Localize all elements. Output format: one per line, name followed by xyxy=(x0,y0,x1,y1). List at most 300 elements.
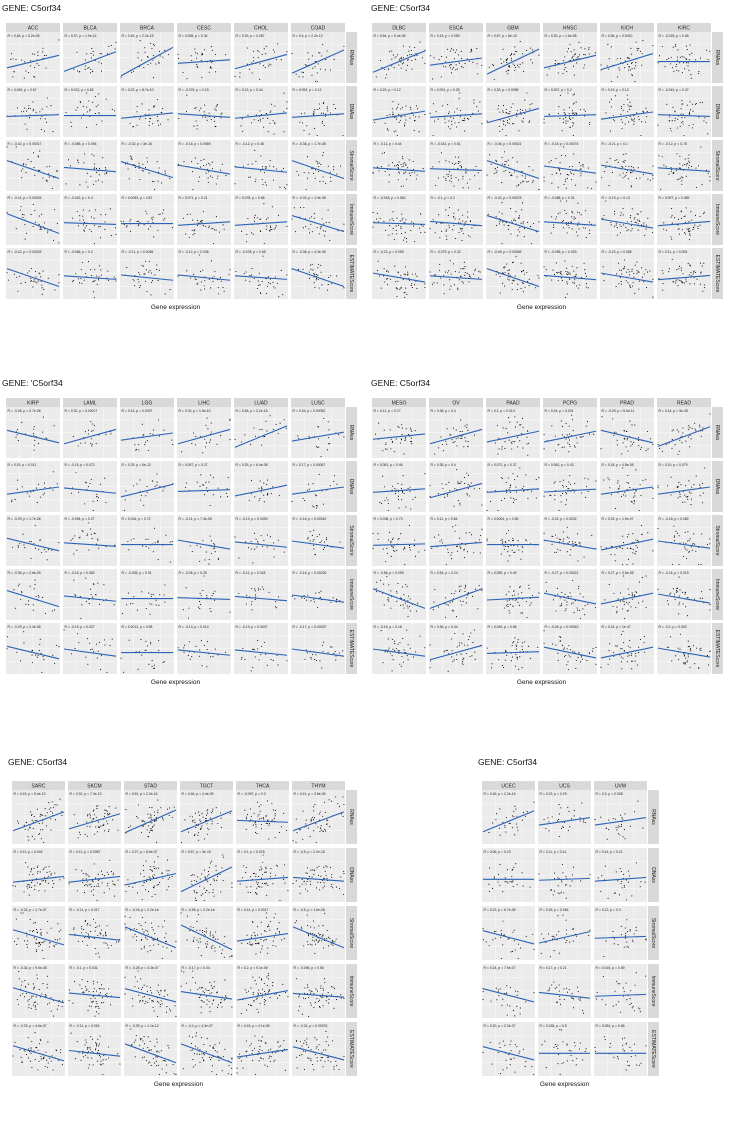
data-point xyxy=(611,46,612,47)
data-point xyxy=(574,216,575,217)
data-point xyxy=(7,648,8,649)
data-point xyxy=(574,445,575,446)
data-point xyxy=(616,611,617,612)
data-point xyxy=(501,243,502,244)
correlation-stat: R = -0.42, p = 0.00015 xyxy=(7,250,42,254)
data-point xyxy=(518,229,519,230)
data-point xyxy=(313,539,314,540)
data-point xyxy=(238,558,239,559)
data-point xyxy=(579,285,580,286)
data-point xyxy=(256,115,257,116)
data-point xyxy=(41,214,42,215)
data-point xyxy=(701,533,702,534)
data-point xyxy=(442,488,443,489)
data-point xyxy=(249,500,250,501)
data-point xyxy=(321,540,322,541)
data-point xyxy=(634,293,635,294)
data-point xyxy=(136,449,137,450)
data-point xyxy=(264,436,265,437)
data-point xyxy=(322,219,323,220)
data-point xyxy=(410,109,411,110)
data-point xyxy=(159,270,160,271)
data-point xyxy=(520,424,521,425)
data-point xyxy=(34,426,35,427)
data-point xyxy=(169,178,170,179)
data-point xyxy=(555,63,556,64)
data-point xyxy=(91,438,92,439)
data-point xyxy=(305,226,306,227)
data-point xyxy=(310,265,311,266)
data-point xyxy=(461,66,462,67)
data-point xyxy=(636,545,637,546)
data-point xyxy=(578,588,579,589)
data-point xyxy=(264,172,265,173)
data-point xyxy=(123,672,124,673)
data-point xyxy=(643,281,644,282)
data-point xyxy=(481,590,482,591)
cancer-label: DLBC xyxy=(392,25,406,32)
data-point xyxy=(544,496,545,497)
data-point xyxy=(611,99,612,100)
data-point xyxy=(639,119,640,120)
data-point xyxy=(400,226,401,227)
data-point xyxy=(510,604,511,605)
correlation-stat: R = 0.38, p = 0.4 xyxy=(430,409,456,413)
data-point xyxy=(688,154,689,155)
data-point xyxy=(457,69,458,70)
data-point xyxy=(333,169,334,170)
data-point xyxy=(52,490,53,491)
data-point xyxy=(110,208,111,209)
data-point xyxy=(405,164,406,165)
data-point xyxy=(210,287,211,288)
data-point xyxy=(319,233,320,234)
data-point xyxy=(562,280,563,281)
data-point xyxy=(386,548,387,549)
data-point xyxy=(405,266,406,267)
data-point xyxy=(572,419,573,420)
data-point xyxy=(576,267,577,268)
data-point xyxy=(646,607,647,608)
data-point xyxy=(459,504,460,505)
data-point xyxy=(688,167,689,168)
data-point xyxy=(549,495,550,496)
data-point xyxy=(390,429,391,430)
data-point xyxy=(392,114,393,115)
data-point xyxy=(498,105,499,106)
data-point xyxy=(404,564,405,565)
data-point xyxy=(204,645,205,646)
data-point xyxy=(401,499,402,500)
panel-paad-dnass xyxy=(486,461,540,512)
data-point xyxy=(519,227,520,228)
data-point xyxy=(134,285,135,286)
data-point xyxy=(638,289,639,290)
data-point xyxy=(505,660,506,661)
data-point xyxy=(567,537,568,538)
data-point xyxy=(464,63,465,64)
data-point xyxy=(544,630,545,631)
data-point xyxy=(413,115,414,116)
data-point xyxy=(155,64,156,65)
data-point xyxy=(424,63,425,64)
data-point xyxy=(569,426,570,427)
data-point xyxy=(528,588,529,589)
panel-blca-stromalscore xyxy=(63,140,117,191)
panel-lihc-rnass xyxy=(177,407,231,458)
data-point xyxy=(518,130,519,131)
data-point xyxy=(269,230,270,231)
row-strip-stromalscore xyxy=(712,515,723,566)
data-point xyxy=(403,185,404,186)
data-point xyxy=(638,602,639,603)
data-point xyxy=(614,211,615,212)
row-label: StromalScore xyxy=(348,525,355,556)
data-point xyxy=(267,286,268,287)
data-point xyxy=(170,289,171,290)
data-point xyxy=(328,166,329,167)
data-point xyxy=(193,432,194,433)
data-point xyxy=(677,179,678,180)
data-point xyxy=(623,173,624,174)
panel-ov-rnass xyxy=(429,407,483,458)
data-point xyxy=(251,480,252,481)
data-point xyxy=(320,542,321,543)
data-point xyxy=(500,276,501,277)
data-point xyxy=(254,588,255,589)
data-point xyxy=(559,510,560,511)
data-point xyxy=(398,272,399,273)
data-point xyxy=(398,499,399,500)
data-point xyxy=(405,172,406,173)
data-point xyxy=(178,118,179,119)
data-point xyxy=(199,601,200,602)
data-point xyxy=(101,53,102,54)
data-point xyxy=(615,508,616,509)
data-point xyxy=(198,181,199,182)
data-point xyxy=(335,108,336,109)
data-point xyxy=(689,125,690,126)
data-point xyxy=(156,473,157,474)
data-point xyxy=(627,475,628,476)
data-point xyxy=(191,443,192,444)
data-point xyxy=(37,52,38,53)
data-point xyxy=(391,541,392,542)
data-point xyxy=(677,127,678,128)
data-point xyxy=(309,272,310,273)
data-point xyxy=(634,503,635,504)
data-point xyxy=(150,642,151,643)
data-point xyxy=(93,51,94,52)
data-point xyxy=(611,224,612,225)
data-point xyxy=(251,541,252,542)
data-point xyxy=(506,62,507,63)
data-point xyxy=(387,128,388,129)
data-point xyxy=(410,598,411,599)
data-point xyxy=(572,117,573,118)
data-point xyxy=(559,539,560,540)
data-point xyxy=(18,291,19,292)
data-point xyxy=(407,655,408,656)
data-point xyxy=(512,262,513,263)
data-point xyxy=(210,611,211,612)
data-point xyxy=(610,222,611,223)
data-point xyxy=(573,123,574,124)
data-point xyxy=(215,649,216,650)
data-point xyxy=(210,176,211,177)
data-point xyxy=(496,161,497,162)
correlation-stat: R = -0.13, p = 0.0037 xyxy=(235,625,268,629)
data-point xyxy=(186,111,187,112)
data-point xyxy=(220,435,221,436)
data-point xyxy=(396,225,397,226)
data-point xyxy=(582,164,583,165)
data-point xyxy=(478,172,479,173)
data-point xyxy=(220,117,221,118)
data-point xyxy=(430,55,431,56)
data-point xyxy=(689,54,690,55)
data-point xyxy=(681,184,682,185)
data-point xyxy=(115,227,116,228)
data-point xyxy=(701,591,702,592)
data-point xyxy=(560,271,561,272)
data-point xyxy=(125,499,126,500)
panel-kirp-dnass xyxy=(6,461,60,512)
data-point xyxy=(65,112,66,113)
data-point xyxy=(178,58,179,59)
data-point xyxy=(676,590,677,591)
data-point xyxy=(58,274,59,275)
data-point xyxy=(630,116,631,117)
data-point xyxy=(634,121,635,122)
data-point xyxy=(153,236,154,237)
data-point xyxy=(14,274,15,275)
data-point xyxy=(471,50,472,51)
data-point xyxy=(454,593,455,594)
data-point xyxy=(385,448,386,449)
data-point xyxy=(688,221,689,222)
data-point xyxy=(521,433,522,434)
data-point xyxy=(460,601,461,602)
data-point xyxy=(603,266,604,267)
data-point xyxy=(195,444,196,445)
data-point xyxy=(469,636,470,637)
data-point xyxy=(430,644,431,645)
data-point xyxy=(679,492,680,493)
data-point xyxy=(401,439,402,440)
data-point xyxy=(91,217,92,218)
data-point xyxy=(262,256,263,257)
data-point xyxy=(195,278,196,279)
data-point xyxy=(687,499,688,500)
correlation-stat: R = 0.078, p = 0.66 xyxy=(235,196,265,200)
data-point xyxy=(255,215,256,216)
data-point xyxy=(528,646,529,647)
data-point xyxy=(684,117,685,118)
data-point xyxy=(564,647,565,648)
data-point xyxy=(433,282,434,283)
data-point xyxy=(471,483,472,484)
data-point xyxy=(631,186,632,187)
data-point xyxy=(691,487,692,488)
data-point xyxy=(632,595,633,596)
data-point xyxy=(678,219,679,220)
data-point xyxy=(507,600,508,601)
data-point xyxy=(574,612,575,613)
data-point xyxy=(414,284,415,285)
data-point xyxy=(475,589,476,590)
data-point xyxy=(620,601,621,602)
data-point xyxy=(558,444,559,445)
data-point xyxy=(259,79,260,80)
data-point xyxy=(460,268,461,269)
data-point xyxy=(681,117,682,118)
data-point xyxy=(400,228,401,229)
data-point xyxy=(255,161,256,162)
data-point xyxy=(138,272,139,273)
data-point xyxy=(314,554,315,555)
data-point xyxy=(254,217,255,218)
data-point xyxy=(583,557,584,558)
data-point xyxy=(86,182,87,183)
data-point xyxy=(392,442,393,443)
data-point xyxy=(270,111,271,112)
data-point xyxy=(245,541,246,542)
data-point xyxy=(637,48,638,49)
data-point xyxy=(94,167,95,168)
data-point xyxy=(323,152,324,153)
data-point xyxy=(405,506,406,507)
data-point xyxy=(98,651,99,652)
row-strip-dnass xyxy=(712,461,723,512)
data-point xyxy=(679,168,680,169)
data-point xyxy=(127,541,128,542)
data-point xyxy=(684,216,685,217)
data-point xyxy=(459,586,460,587)
data-point xyxy=(137,221,138,222)
data-point xyxy=(7,636,8,637)
data-point xyxy=(626,431,627,432)
data-point xyxy=(251,588,252,589)
data-point xyxy=(513,220,514,221)
data-point xyxy=(401,214,402,215)
data-point xyxy=(333,597,334,598)
data-point xyxy=(476,106,477,107)
data-point xyxy=(675,118,676,119)
data-point xyxy=(528,585,529,586)
data-point xyxy=(396,593,397,594)
correlation-stat: R = -0.16, p = 0.00042 xyxy=(292,517,327,521)
data-point xyxy=(708,59,709,60)
data-point xyxy=(670,167,671,168)
data-point xyxy=(636,112,637,113)
data-point xyxy=(689,235,690,236)
data-point xyxy=(456,126,457,127)
data-point xyxy=(149,261,150,262)
cancer-label: PCPG xyxy=(562,400,578,407)
data-point xyxy=(577,212,578,213)
data-point xyxy=(559,118,560,119)
data-point xyxy=(151,594,152,595)
data-point xyxy=(634,595,635,596)
data-point xyxy=(164,218,165,219)
data-point xyxy=(392,218,393,219)
data-point xyxy=(627,104,628,105)
data-point xyxy=(504,441,505,442)
cancer-strip-laml xyxy=(63,398,117,407)
data-point xyxy=(447,494,448,495)
data-point xyxy=(373,548,374,549)
data-point xyxy=(627,611,628,612)
data-point xyxy=(666,59,667,60)
data-point xyxy=(399,59,400,60)
data-point xyxy=(469,61,470,62)
data-point xyxy=(467,183,468,184)
data-point xyxy=(695,551,696,552)
data-point xyxy=(216,106,217,107)
data-point xyxy=(552,174,553,175)
data-point xyxy=(206,164,207,165)
data-point xyxy=(150,294,151,295)
data-point xyxy=(30,278,31,279)
data-point xyxy=(308,537,309,538)
data-point xyxy=(317,275,318,276)
data-point xyxy=(415,59,416,60)
data-point xyxy=(87,638,88,639)
data-point xyxy=(609,58,610,59)
correlation-stat: R = -0.26, p = 0.00043 xyxy=(544,625,579,629)
data-point xyxy=(143,170,144,171)
data-point xyxy=(410,549,411,550)
data-point xyxy=(35,276,36,277)
data-point xyxy=(292,501,293,502)
correlation-stat: R = 0.29, p = 6e-12 xyxy=(121,463,151,467)
row-label: ImmuneScore xyxy=(714,203,721,236)
data-point xyxy=(633,119,634,120)
data-point xyxy=(200,290,201,291)
data-point xyxy=(153,77,154,78)
data-point xyxy=(460,586,461,587)
data-point xyxy=(178,647,179,648)
data-point xyxy=(310,269,311,270)
data-point xyxy=(80,596,81,597)
data-point xyxy=(420,232,421,233)
data-point xyxy=(214,591,215,592)
data-point xyxy=(515,275,516,276)
data-point xyxy=(509,422,510,423)
data-point xyxy=(275,424,276,425)
data-point xyxy=(201,160,202,161)
data-point xyxy=(259,498,260,499)
data-point xyxy=(328,277,329,278)
data-point xyxy=(678,613,679,614)
data-point xyxy=(89,643,90,644)
correlation-stat: R = 0.32, p = 0.00017 xyxy=(64,409,98,413)
data-point xyxy=(411,50,412,51)
data-point xyxy=(695,430,696,431)
data-point xyxy=(586,286,587,287)
data-point xyxy=(616,273,617,274)
data-point xyxy=(538,189,539,190)
data-point xyxy=(71,493,72,494)
data-point xyxy=(390,653,391,654)
data-point xyxy=(522,110,523,111)
data-point xyxy=(343,46,344,47)
correlation-stat: R = -0.15, p = 0.18 xyxy=(373,625,402,629)
data-point xyxy=(84,503,85,504)
data-point xyxy=(292,218,293,219)
data-point xyxy=(551,425,552,426)
